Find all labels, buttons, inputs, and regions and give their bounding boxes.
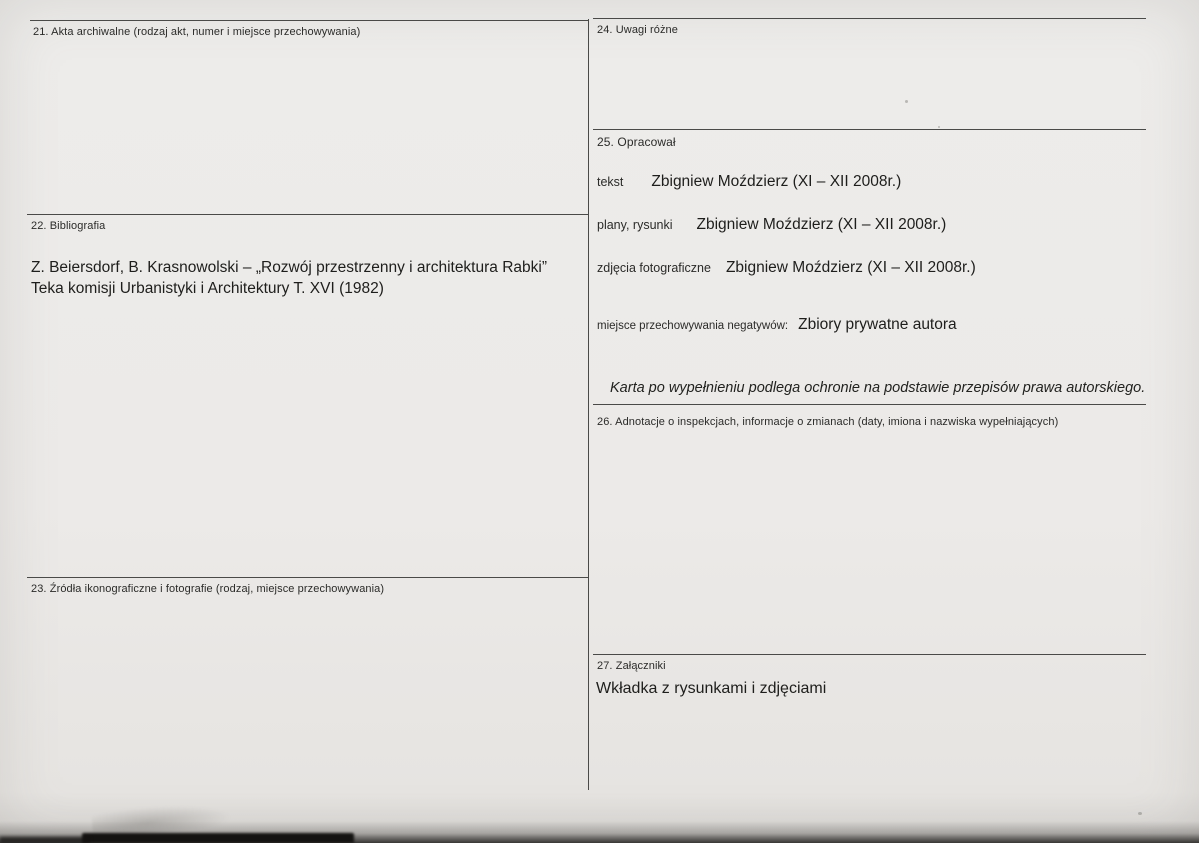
opracowal-row-plany — [597, 216, 946, 234]
section-25-top-rule — [593, 129, 1146, 130]
section-21-top-rule — [30, 20, 588, 21]
section-27-top-rule — [593, 654, 1146, 655]
opracowal-negatywy-value: Zbiory prywatne autora — [798, 316, 957, 333]
opracowal-plany-value: Zbigniew Moździerz (XI – XII 2008r.) — [696, 216, 947, 233]
section-27-label: 27. Załączniki — [597, 660, 666, 672]
section-23-label: 23. Źródła ikonograficzne i fotografie (rodzaj, miejsce przechowywania) — [31, 583, 385, 595]
column-divider-rule — [588, 19, 589, 790]
section-24-top-rule — [593, 18, 1146, 19]
opracowal-tekst-label: tekst — [597, 175, 624, 189]
bibliography-line-1: Z. Beiersdorf, B. Krasnowolski – „Rozwój przestrzenny i architektura Rabki” — [31, 259, 547, 276]
opracowal-negatywy-label: miejsce przechowywania negatywów: — [597, 320, 789, 332]
opracowal-zdjecia-label: zdjęcia fotograficzne — [597, 261, 711, 275]
opracowal-row-zdjecia — [597, 259, 976, 277]
opracowal-row-negatywy — [597, 316, 957, 334]
scan-speck — [905, 100, 908, 103]
section-26-label: 26. Adnotacje o inspekcjach, informacje o zmianach (daty, imiona i nazwiska wypełniających) — [597, 416, 1059, 428]
bibliography-content — [31, 258, 576, 300]
opracowal-zdjecia-value: Zbigniew Moździerz (XI – XII 2008r.) — [725, 259, 976, 276]
opracowal-plany-label: plany, rysunki — [597, 218, 673, 232]
attachments-content: Wkładka z rysunkami i zdjęciami — [596, 680, 827, 697]
scan-speck — [1138, 812, 1142, 815]
section-25-label: 25. Opracował — [597, 135, 676, 149]
opracowal-row-tekst — [597, 173, 901, 191]
scan-smudge — [91, 801, 232, 837]
section-21-label: 21. Akta archiwalne (rodzaj akt, numer i miejsce przechowywania) — [33, 26, 361, 38]
scan-bottom-dark-corner — [0, 837, 90, 843]
section-22-top-rule — [27, 214, 588, 215]
opracowal-tekst-value: Zbigniew Moździerz (XI – XII 2008r.) — [651, 173, 902, 190]
scan-speck — [938, 126, 940, 128]
bibliography-line-2: Teka komisji Urbanistyki i Architektury T. XVI (1982) — [31, 279, 384, 297]
copyright-note: Karta po wypełnieniu podlega ochronie na podstawie przepisów prawa autorskiego. — [610, 380, 1146, 396]
section-26-top-rule — [593, 404, 1146, 405]
scan-bottom-dark-strip — [82, 833, 354, 843]
section-24-label: 24. Uwagi różne — [597, 24, 678, 36]
section-23-top-rule — [27, 577, 588, 578]
section-22-label: 22. Bibliografia — [31, 220, 106, 232]
